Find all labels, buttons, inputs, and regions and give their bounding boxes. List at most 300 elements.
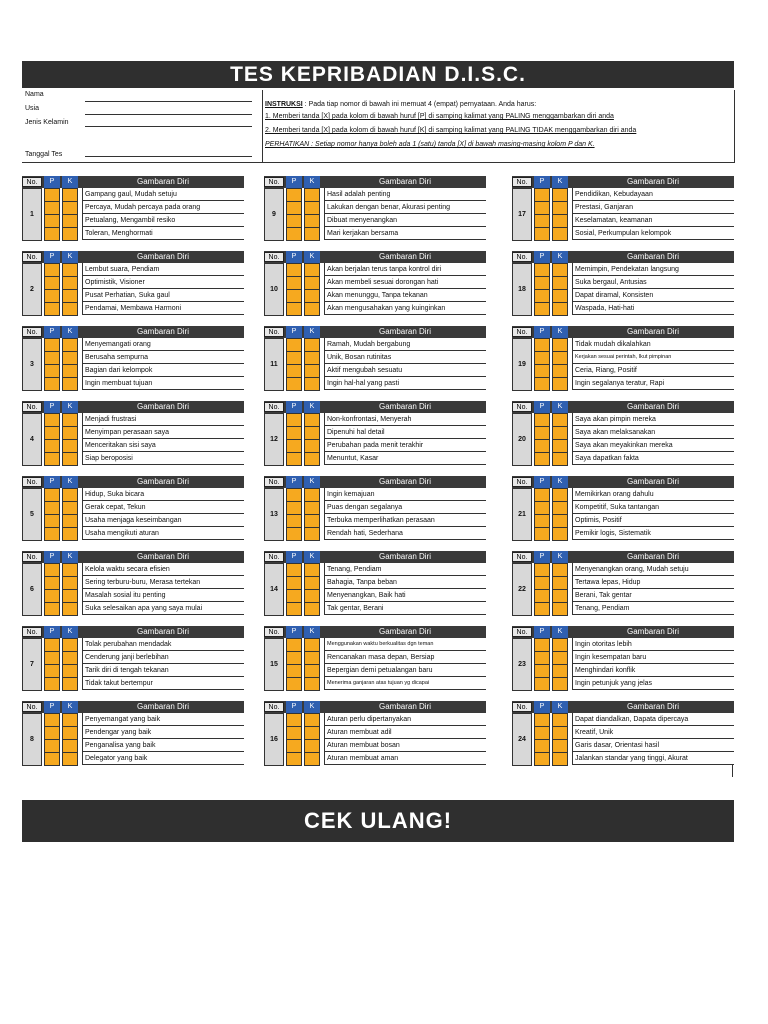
statement: Bagian dari kelompok — [82, 364, 244, 377]
description-header: Gambaran Diri — [378, 702, 431, 711]
k-checkbox[interactable] — [305, 528, 319, 540]
k-checkbox[interactable] — [553, 678, 567, 690]
p-checkbox[interactable] — [535, 215, 549, 227]
k-header: K — [552, 176, 568, 188]
p-checkbox[interactable] — [287, 427, 301, 439]
k-checkbox[interactable] — [553, 727, 567, 739]
statement: Ingin hal-hal yang pasti — [324, 377, 486, 390]
k-checkbox[interactable] — [553, 189, 567, 201]
p-checkbox[interactable] — [287, 665, 301, 677]
k-checkbox[interactable] — [305, 564, 319, 576]
p-checkbox[interactable] — [45, 264, 59, 276]
k-checkbox[interactable] — [63, 502, 77, 514]
p-checkbox[interactable] — [535, 515, 549, 527]
p-checkbox[interactable] — [45, 453, 59, 465]
k-column — [304, 638, 320, 691]
k-checkbox[interactable] — [305, 665, 319, 677]
k-checkbox[interactable] — [305, 753, 319, 765]
k-checkbox[interactable] — [63, 277, 77, 289]
p-checkbox[interactable] — [535, 577, 549, 589]
p-checkbox[interactable] — [287, 678, 301, 690]
p-checkbox[interactable] — [287, 365, 301, 377]
k-checkbox[interactable] — [63, 590, 77, 602]
no-header: No. — [512, 702, 532, 712]
k-checkbox[interactable] — [553, 740, 567, 752]
p-checkbox[interactable] — [535, 652, 549, 664]
statement: Menyimpan perasaan saya — [82, 426, 244, 439]
p-checkbox[interactable] — [45, 678, 59, 690]
p-checkbox[interactable] — [287, 352, 301, 364]
k-checkbox[interactable] — [63, 215, 77, 227]
k-checkbox[interactable] — [305, 189, 319, 201]
statement: Puas dengan segalanya — [324, 501, 486, 514]
description-header: Gambaran Diri — [378, 477, 431, 486]
description-header: Gambaran Diri — [136, 702, 189, 711]
p-checkbox[interactable] — [287, 453, 301, 465]
statement: Gampang gaul, Mudah setuju — [82, 188, 244, 201]
p-checkbox[interactable] — [535, 639, 549, 651]
p-checkbox[interactable] — [287, 202, 301, 214]
p-checkbox[interactable] — [287, 440, 301, 452]
k-checkbox[interactable] — [305, 515, 319, 527]
p-header: P — [534, 176, 550, 188]
age-field[interactable] — [85, 114, 252, 115]
block-header — [264, 626, 486, 638]
k-checkbox[interactable] — [553, 290, 567, 302]
k-checkbox[interactable] — [305, 414, 319, 426]
k-checkbox[interactable] — [305, 427, 319, 439]
p-header: P — [44, 251, 60, 263]
statement: Suka bergaul, Antusias — [572, 276, 734, 289]
k-checkbox[interactable] — [553, 665, 567, 677]
statement: Tertawa lepas, Hidup — [572, 576, 734, 589]
k-checkbox[interactable] — [305, 290, 319, 302]
block-header — [264, 176, 486, 188]
k-checkbox[interactable] — [553, 339, 567, 351]
no-header: No. — [512, 627, 532, 637]
p-header: P — [534, 251, 550, 263]
question-number: 16 — [264, 713, 284, 766]
statement: Toleran, Menghormati — [82, 227, 244, 240]
k-header: K — [304, 326, 320, 338]
k-checkbox[interactable] — [553, 440, 567, 452]
k-checkbox[interactable] — [63, 440, 77, 452]
p-checkbox[interactable] — [535, 352, 549, 364]
k-checkbox[interactable] — [63, 202, 77, 214]
k-checkbox[interactable] — [305, 577, 319, 589]
block-header — [264, 701, 486, 713]
k-column — [62, 563, 78, 616]
p-checkbox[interactable] — [535, 202, 549, 214]
k-header: K — [552, 701, 568, 713]
k-checkbox[interactable] — [305, 590, 319, 602]
k-checkbox[interactable] — [305, 264, 319, 276]
k-checkbox[interactable] — [553, 502, 567, 514]
k-checkbox[interactable] — [305, 740, 319, 752]
k-checkbox[interactable] — [553, 352, 567, 364]
p-checkbox[interactable] — [45, 339, 59, 351]
k-checkbox[interactable] — [553, 564, 567, 576]
p-checkbox[interactable] — [535, 714, 549, 726]
k-checkbox[interactable] — [305, 339, 319, 351]
p-checkbox[interactable] — [45, 215, 59, 227]
p-checkbox[interactable] — [287, 564, 301, 576]
check-again-button[interactable]: CEK ULANG! — [22, 800, 734, 842]
p-checkbox[interactable] — [535, 189, 549, 201]
k-column — [304, 488, 320, 541]
p-checkbox[interactable] — [45, 665, 59, 677]
p-checkbox[interactable] — [535, 365, 549, 377]
k-checkbox[interactable] — [63, 678, 77, 690]
question-block — [264, 401, 486, 466]
block-header — [22, 701, 244, 713]
p-checkbox[interactable] — [535, 228, 549, 240]
statement: Aturan membuat aman — [324, 752, 486, 765]
k-checkbox[interactable] — [305, 378, 319, 390]
statement: Jalankan standar yang tinggi, Akurat — [572, 752, 734, 765]
k-checkbox[interactable] — [553, 603, 567, 615]
k-checkbox[interactable] — [305, 365, 319, 377]
k-checkbox[interactable] — [553, 528, 567, 540]
block-header — [264, 326, 486, 338]
description-header: Gambaran Diri — [136, 177, 189, 186]
question-block — [512, 326, 734, 391]
question-number: 6 — [22, 563, 42, 616]
p-checkbox[interactable] — [45, 740, 59, 752]
statement: Tarik diri di tengah tekanan — [82, 664, 244, 677]
p-checkbox[interactable] — [45, 202, 59, 214]
p-checkbox[interactable] — [45, 528, 59, 540]
k-checkbox[interactable] — [553, 590, 567, 602]
p-checkbox[interactable] — [287, 489, 301, 501]
description-header: Gambaran Diri — [378, 552, 431, 561]
statement: Ingin segalanya teratur, Rapi — [572, 377, 734, 390]
k-header: K — [62, 476, 78, 488]
p-header: P — [286, 626, 302, 638]
statement: Saya dapatkan fakta — [572, 452, 734, 465]
p-checkbox[interactable] — [535, 290, 549, 302]
k-checkbox[interactable] — [305, 440, 319, 452]
p-checkbox[interactable] — [45, 577, 59, 589]
k-checkbox[interactable] — [63, 714, 77, 726]
p-checkbox[interactable] — [287, 639, 301, 651]
p-checkbox[interactable] — [45, 564, 59, 576]
p-checkbox[interactable] — [535, 427, 549, 439]
p-checkbox[interactable] — [45, 414, 59, 426]
description-header: Gambaran Diri — [136, 552, 189, 561]
k-checkbox[interactable] — [305, 502, 319, 514]
p-checkbox[interactable] — [45, 277, 59, 289]
statement: Rencanakan masa depan, Bersiap — [324, 651, 486, 664]
k-checkbox[interactable] — [63, 564, 77, 576]
p-column — [44, 338, 60, 391]
k-checkbox[interactable] — [63, 228, 77, 240]
question-block — [22, 476, 244, 541]
p-checkbox[interactable] — [287, 277, 301, 289]
k-checkbox[interactable] — [305, 603, 319, 615]
k-checkbox[interactable] — [63, 652, 77, 664]
p-checkbox[interactable] — [45, 228, 59, 240]
p-checkbox[interactable] — [45, 714, 59, 726]
p-checkbox[interactable] — [535, 564, 549, 576]
k-checkbox[interactable] — [553, 414, 567, 426]
p-checkbox[interactable] — [287, 727, 301, 739]
k-checkbox[interactable] — [305, 714, 319, 726]
k-checkbox[interactable] — [63, 339, 77, 351]
p-checkbox[interactable] — [535, 740, 549, 752]
p-column — [44, 488, 60, 541]
k-header: K — [62, 326, 78, 338]
k-checkbox[interactable] — [63, 740, 77, 752]
k-checkbox[interactable] — [63, 264, 77, 276]
block-header — [22, 251, 244, 263]
k-column — [62, 263, 78, 316]
k-checkbox[interactable] — [305, 453, 319, 465]
k-checkbox[interactable] — [305, 727, 319, 739]
k-checkbox[interactable] — [63, 515, 77, 527]
k-checkbox[interactable] — [553, 264, 567, 276]
block-header — [22, 401, 244, 413]
k-checkbox[interactable] — [305, 215, 319, 227]
k-checkbox[interactable] — [63, 352, 77, 364]
k-checkbox[interactable] — [63, 603, 77, 615]
p-checkbox[interactable] — [535, 603, 549, 615]
p-checkbox[interactable] — [535, 339, 549, 351]
p-checkbox[interactable] — [287, 528, 301, 540]
statement: Akan mengusahakan yang kuinginkan — [324, 302, 486, 315]
k-checkbox[interactable] — [305, 489, 319, 501]
p-checkbox[interactable] — [287, 603, 301, 615]
p-header: P — [534, 701, 550, 713]
no-header: No. — [264, 702, 284, 712]
p-column — [286, 263, 302, 316]
no-header: No. — [512, 477, 532, 487]
p-checkbox[interactable] — [287, 339, 301, 351]
no-header: No. — [264, 327, 284, 337]
p-checkbox[interactable] — [535, 678, 549, 690]
k-checkbox[interactable] — [63, 727, 77, 739]
p-checkbox[interactable] — [45, 365, 59, 377]
statement: Ingin kesempatan baru — [572, 651, 734, 664]
k-checkbox[interactable] — [553, 652, 567, 664]
statement: Memikirkan orang dahulu — [572, 488, 734, 501]
k-checkbox[interactable] — [63, 189, 77, 201]
p-header: P — [286, 401, 302, 413]
name-field[interactable] — [85, 101, 252, 102]
statement: Lakukan dengan benar, Akurasi penting — [324, 201, 486, 214]
k-checkbox[interactable] — [553, 515, 567, 527]
k-checkbox[interactable] — [553, 277, 567, 289]
statement: Bahagia, Tanpa beban — [324, 576, 486, 589]
p-checkbox[interactable] — [45, 378, 59, 390]
p-checkbox[interactable] — [45, 189, 59, 201]
k-checkbox[interactable] — [305, 652, 319, 664]
k-checkbox[interactable] — [553, 639, 567, 651]
p-checkbox[interactable] — [287, 577, 301, 589]
test-date-field[interactable] — [85, 156, 252, 157]
k-checkbox[interactable] — [553, 577, 567, 589]
p-checkbox[interactable] — [535, 502, 549, 514]
statement: Non-konfrontasi, Menyerah — [324, 413, 486, 426]
p-column — [534, 638, 550, 691]
k-checkbox[interactable] — [553, 378, 567, 390]
k-header: K — [62, 401, 78, 413]
p-checkbox[interactable] — [45, 639, 59, 651]
p-checkbox[interactable] — [45, 290, 59, 302]
p-checkbox[interactable] — [535, 303, 549, 315]
question-block — [512, 251, 734, 316]
k-checkbox[interactable] — [553, 427, 567, 439]
k-checkbox[interactable] — [63, 414, 77, 426]
k-checkbox[interactable] — [63, 303, 77, 315]
p-column — [286, 413, 302, 466]
k-checkbox[interactable] — [63, 365, 77, 377]
p-checkbox[interactable] — [287, 189, 301, 201]
p-checkbox[interactable] — [535, 414, 549, 426]
k-checkbox[interactable] — [63, 489, 77, 501]
p-checkbox[interactable] — [45, 727, 59, 739]
p-checkbox[interactable] — [535, 753, 549, 765]
p-checkbox[interactable] — [45, 440, 59, 452]
p-checkbox[interactable] — [535, 378, 549, 390]
question-number: 22 — [512, 563, 532, 616]
p-checkbox[interactable] — [45, 502, 59, 514]
k-checkbox[interactable] — [553, 714, 567, 726]
question-block — [22, 176, 244, 241]
gender-field[interactable] — [85, 126, 252, 127]
statement: Perubahan pada menit terakhir — [324, 439, 486, 452]
k-checkbox[interactable] — [553, 303, 567, 315]
k-checkbox[interactable] — [63, 378, 77, 390]
k-checkbox[interactable] — [63, 577, 77, 589]
k-checkbox[interactable] — [305, 639, 319, 651]
p-checkbox[interactable] — [535, 440, 549, 452]
p-checkbox[interactable] — [287, 753, 301, 765]
p-checkbox[interactable] — [287, 590, 301, 602]
no-header: No. — [22, 627, 42, 637]
p-checkbox[interactable] — [535, 277, 549, 289]
p-checkbox[interactable] — [45, 427, 59, 439]
p-checkbox[interactable] — [45, 652, 59, 664]
p-checkbox[interactable] — [535, 264, 549, 276]
p-checkbox[interactable] — [535, 528, 549, 540]
k-checkbox[interactable] — [63, 528, 77, 540]
block-header — [22, 626, 244, 638]
k-checkbox[interactable] — [553, 228, 567, 240]
p-checkbox[interactable] — [45, 352, 59, 364]
statement: Akan menunggu, Tanpa tekanan — [324, 289, 486, 302]
k-checkbox[interactable] — [553, 215, 567, 227]
p-checkbox[interactable] — [287, 303, 301, 315]
question-block — [512, 626, 734, 691]
p-checkbox[interactable] — [287, 264, 301, 276]
k-checkbox[interactable] — [553, 489, 567, 501]
statement: Tak gentar, Berani — [324, 602, 486, 615]
p-checkbox[interactable] — [287, 740, 301, 752]
k-checkbox[interactable] — [63, 665, 77, 677]
p-header: P — [534, 551, 550, 563]
statement: Tidak mudah dikalahkan — [572, 338, 734, 351]
p-checkbox[interactable] — [287, 228, 301, 240]
no-header: No. — [264, 252, 284, 262]
k-checkbox[interactable] — [553, 453, 567, 465]
description-header: Gambaran Diri — [378, 402, 431, 411]
p-column — [286, 488, 302, 541]
p-column — [44, 263, 60, 316]
p-checkbox[interactable] — [45, 590, 59, 602]
description-header: Gambaran Diri — [626, 252, 679, 261]
statement: Dapat diandalkan, Dapata dipercaya — [572, 713, 734, 726]
question-number: 3 — [22, 338, 42, 391]
p-column — [534, 338, 550, 391]
p-checkbox[interactable] — [287, 290, 301, 302]
p-checkbox[interactable] — [287, 714, 301, 726]
description-header: Gambaran Diri — [626, 402, 679, 411]
k-checkbox[interactable] — [63, 753, 77, 765]
p-checkbox[interactable] — [287, 502, 301, 514]
no-header: No. — [264, 552, 284, 562]
description-header: Gambaran Diri — [136, 327, 189, 336]
question-number: 23 — [512, 638, 532, 691]
question-block — [22, 551, 244, 616]
k-checkbox[interactable] — [63, 427, 77, 439]
question-number: 18 — [512, 263, 532, 316]
k-column — [62, 188, 78, 241]
p-checkbox[interactable] — [287, 652, 301, 664]
block-header — [22, 476, 244, 488]
p-checkbox[interactable] — [535, 489, 549, 501]
k-checkbox[interactable] — [305, 303, 319, 315]
block-header — [264, 401, 486, 413]
p-checkbox[interactable] — [45, 753, 59, 765]
k-header: K — [304, 251, 320, 263]
p-checkbox[interactable] — [535, 665, 549, 677]
statement: Menuntut, Kasar — [324, 452, 486, 465]
p-checkbox[interactable] — [535, 727, 549, 739]
description-header: Gambaran Diri — [626, 477, 679, 486]
p-header: P — [534, 326, 550, 338]
question-number: 10 — [264, 263, 284, 316]
p-checkbox[interactable] — [287, 215, 301, 227]
statement: Kerjakan sesuai perintah, Ikut pimpinan — [572, 351, 734, 364]
k-header: K — [304, 626, 320, 638]
k-checkbox[interactable] — [63, 639, 77, 651]
p-checkbox[interactable] — [45, 515, 59, 527]
p-checkbox[interactable] — [45, 303, 59, 315]
k-checkbox[interactable] — [305, 277, 319, 289]
k-checkbox[interactable] — [305, 678, 319, 690]
p-checkbox[interactable] — [45, 489, 59, 501]
p-checkbox[interactable] — [287, 414, 301, 426]
p-header: P — [534, 476, 550, 488]
k-checkbox[interactable] — [305, 228, 319, 240]
k-checkbox[interactable] — [63, 453, 77, 465]
p-checkbox[interactable] — [535, 453, 549, 465]
p-checkbox[interactable] — [45, 603, 59, 615]
statement: Memimpin, Pendekatan langsung — [572, 263, 734, 276]
question-block — [22, 626, 244, 691]
p-checkbox[interactable] — [535, 590, 549, 602]
k-checkbox[interactable] — [553, 365, 567, 377]
k-checkbox[interactable] — [305, 352, 319, 364]
k-checkbox[interactable] — [553, 202, 567, 214]
k-checkbox[interactable] — [553, 753, 567, 765]
k-checkbox[interactable] — [305, 202, 319, 214]
p-checkbox[interactable] — [287, 378, 301, 390]
k-checkbox[interactable] — [63, 290, 77, 302]
p-column — [286, 338, 302, 391]
p-checkbox[interactable] — [287, 515, 301, 527]
